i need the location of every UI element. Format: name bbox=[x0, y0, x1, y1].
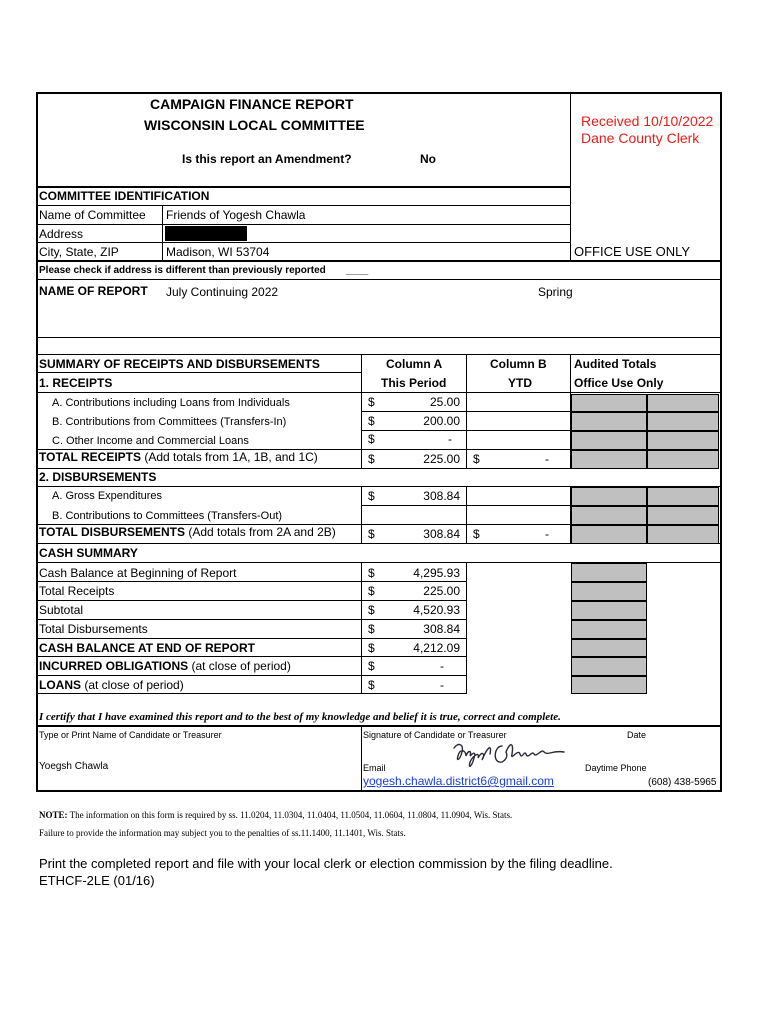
disbursement-row-b-label: B. Contributions to Committees (Transfers-Out) bbox=[52, 510, 283, 522]
address-redaction bbox=[165, 226, 247, 241]
incurred-obligations-currency: $ bbox=[368, 659, 375, 673]
disbursement-row-a-currency: $ bbox=[368, 489, 375, 503]
print-name-value[interactable]: Yoegsh Chawla bbox=[39, 761, 109, 772]
certification-statement: I certify that I have examined this report and to the best of my knowledge and belief it is true, correct and complete. bbox=[39, 711, 561, 723]
committee-section-title: COMMITTEE IDENTIFICATION bbox=[39, 189, 210, 203]
cash-end-label: CASH BALANCE AT END OF REPORT bbox=[39, 641, 255, 655]
total-receipts-a-currency: $ bbox=[368, 452, 375, 466]
city-label: City, State, ZIP bbox=[39, 245, 119, 259]
report-season: Spring bbox=[538, 285, 573, 299]
report-name-label: NAME OF REPORT bbox=[39, 284, 148, 298]
email-label: Email bbox=[363, 763, 386, 773]
receipt-row-c-amount: - bbox=[448, 432, 452, 446]
receipt-row-a-currency: $ bbox=[368, 395, 375, 409]
cash-row-receipts-amount: 225.00 bbox=[423, 584, 460, 598]
amendment-question: Is this report an Amendment? bbox=[182, 152, 352, 166]
cash-row-disbursements-label: Total Disbursements bbox=[39, 622, 148, 636]
receipt-row-a-amount: 25.00 bbox=[429, 395, 460, 409]
disbursement-row-a-label: A. Gross Expenditures bbox=[52, 490, 163, 502]
committee-name-label: Name of Committee bbox=[39, 208, 146, 222]
receipt-row-b-currency: $ bbox=[368, 414, 375, 428]
cash-row-receipts-currency: $ bbox=[368, 584, 375, 598]
email-link[interactable]: yogesh.chawla.district6@gmail.com bbox=[363, 774, 554, 788]
cash-row-subtotal-currency: $ bbox=[368, 603, 375, 617]
cash-row-disbursements-amount: 308.84 bbox=[423, 622, 460, 636]
total-receipts-a-amount: 225.00 bbox=[423, 452, 460, 466]
receipt-row-b-amount: 200.00 bbox=[423, 414, 460, 428]
incurred-obligations-label: INCURRED OBLIGATIONS (at close of period) bbox=[39, 659, 291, 673]
cash-row-disbursements-currency: $ bbox=[368, 622, 375, 636]
loans-label: LOANS (at close of period) bbox=[39, 678, 184, 692]
disbursement-row-a-amount: 308.84 bbox=[423, 489, 460, 503]
cash-row-beginning-label: Cash Balance at Beginning of Report bbox=[39, 566, 237, 580]
loans-currency: $ bbox=[368, 678, 375, 692]
cash-row-beginning-currency: $ bbox=[368, 566, 375, 580]
amendment-answer: No bbox=[420, 152, 436, 166]
total-receipts-label: TOTAL RECEIPTS (Add totals from 1A, 1B, and 1C) bbox=[39, 450, 318, 464]
column-a-header: Column A bbox=[386, 357, 443, 371]
form-id: ETHCF-2LE (01/16) bbox=[39, 873, 155, 888]
committee-name-value: Friends of Yogesh Chawla bbox=[166, 208, 306, 222]
receipts-title: 1. RECEIPTS bbox=[39, 376, 113, 390]
column-a-subheader: This Period bbox=[381, 376, 447, 390]
receipt-row-c-label: C. Other Income and Commercial Loans bbox=[52, 435, 249, 447]
address-check-text: Please check if address is different than previously reported bbox=[39, 265, 326, 276]
report-subtitle: WISCONSIN LOCAL COMMITTEE bbox=[144, 117, 365, 133]
receipt-row-a-label: A. Contributions including Loans from Individuals bbox=[52, 397, 290, 409]
daytime-phone-label: Daytime Phone bbox=[585, 763, 647, 773]
total-disb-a-currency: $ bbox=[368, 527, 375, 541]
loans-amount: - bbox=[440, 678, 444, 692]
cash-end-amount: 4,212.09 bbox=[413, 641, 460, 655]
total-receipts-b-currency: $ bbox=[473, 452, 480, 466]
footer-penalty: Failure to provide the information may subject you to the penalties of ss.11.1400, 11.1401, Wis. Stats. bbox=[39, 828, 406, 838]
filing-instruction: Print the completed report and file with your local clerk or election commission by the filing deadline. bbox=[39, 856, 613, 871]
report-name-value: July Continuing 2022 bbox=[166, 285, 279, 299]
cash-end-currency: $ bbox=[368, 641, 375, 655]
column-b-header: Column B bbox=[490, 357, 547, 371]
handwritten-signature bbox=[448, 738, 568, 772]
signature-label: Signature of Candidate or Treasurer bbox=[363, 730, 507, 740]
column-b-subheader: YTD bbox=[508, 376, 532, 390]
footer-note: NOTE: The information on this form is required by ss. 11.0204, 11.0304, 11.0404, 11.0504, 11.0604, 11.0804, 11.0904, Wis. Stats. bbox=[39, 810, 513, 820]
audited-totals-header: Audited Totals bbox=[574, 357, 657, 371]
total-receipts-b-amount: - bbox=[545, 452, 549, 466]
cash-row-receipts-label: Total Receipts bbox=[39, 584, 115, 598]
cash-row-subtotal-label: Subtotal bbox=[39, 603, 84, 617]
total-disb-b-currency: $ bbox=[473, 527, 480, 541]
received-stamp-clerk: Dane County Clerk bbox=[581, 130, 700, 146]
total-disbursements-label: TOTAL DISBURSEMENTS (Add totals from 2A and 2B) bbox=[39, 525, 336, 539]
address-check-blank[interactable]: ____ bbox=[346, 265, 369, 276]
date-label: Date bbox=[627, 730, 647, 740]
receipt-row-c-currency: $ bbox=[368, 432, 375, 446]
report-title: CAMPAIGN FINANCE REPORT bbox=[150, 96, 354, 112]
audited-totals-subheader: Office Use Only bbox=[574, 376, 664, 390]
receipt-row-b-label: B. Contributions from Committees (Transfers-In) bbox=[52, 416, 287, 428]
total-disb-a-amount: 308.84 bbox=[423, 527, 460, 541]
city-value: Madison, WI 53704 bbox=[166, 245, 270, 259]
summary-title: SUMMARY OF RECEIPTS AND DISBURSEMENTS bbox=[39, 357, 320, 371]
received-stamp-date: Received 10/10/2022 bbox=[581, 113, 714, 129]
office-use-only-label: OFFICE USE ONLY bbox=[574, 244, 691, 259]
cash-summary-title: CASH SUMMARY bbox=[39, 546, 138, 560]
daytime-phone-value: (608) 438-5965 bbox=[648, 777, 717, 788]
total-disb-b-amount: - bbox=[545, 527, 549, 541]
print-name-label: Type or Print Name of Candidate or Treasurer bbox=[39, 730, 222, 740]
disbursements-title: 2. DISBURSEMENTS bbox=[39, 470, 157, 484]
cash-row-subtotal-amount: 4,520.93 bbox=[413, 603, 460, 617]
address-label: Address bbox=[39, 227, 84, 241]
cash-row-beginning-amount: 4,295.93 bbox=[413, 566, 460, 580]
incurred-obligations-amount: - bbox=[440, 659, 444, 673]
